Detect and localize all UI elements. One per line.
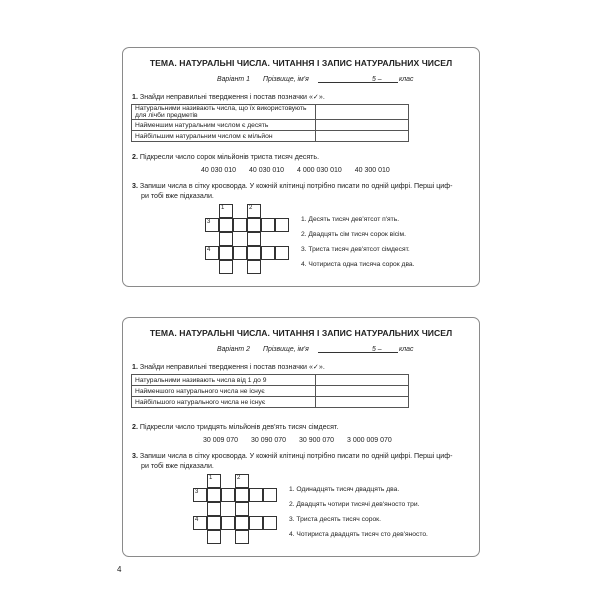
number-option[interactable]: 40 300 010 (354, 167, 390, 174)
task-number: 2. (132, 423, 138, 431)
crossword-cell[interactable] (263, 516, 277, 530)
crossword-cell[interactable] (207, 488, 221, 502)
crossword-cell[interactable] (235, 474, 249, 488)
statement-cell: Найменшого натурального числа не існує (132, 386, 316, 397)
crossword-cell[interactable] (219, 232, 233, 246)
number-option[interactable]: 3 000 009 070 (347, 437, 392, 444)
worksheet-variant-2 (122, 317, 480, 557)
crossword-cell[interactable] (207, 502, 221, 516)
statement-cell: Найменшим натуральним числом є десять (132, 120, 316, 131)
number-option[interactable]: 40 030 010 (249, 167, 285, 174)
clue: 4. Чотириста одна тисяча сорок два. (301, 261, 415, 268)
task-3-prompt-line2: ри тобі вже підказали. (141, 462, 214, 470)
statement-cell: Натуральними називають числа від 1 до 9 (132, 375, 316, 386)
crossword-cell[interactable] (263, 488, 277, 502)
clue: 2. Двадцять сім тисяч сорок вісім. (301, 231, 406, 238)
cell-number: 1 (209, 475, 213, 481)
class-input-line[interactable] (386, 346, 398, 353)
cell-number: 1 (221, 205, 225, 211)
crossword-cell[interactable] (233, 246, 247, 260)
checkmark-cell[interactable] (316, 105, 409, 120)
crossword-cell[interactable] (219, 246, 233, 260)
crossword-cell[interactable] (247, 204, 261, 218)
crossword-cell[interactable] (235, 502, 249, 516)
statement-cell: Натуральними називають числа, що їх використовують для лічби предметів (132, 105, 316, 120)
crossword-cell[interactable] (219, 260, 233, 274)
crossword-cell[interactable] (247, 246, 261, 260)
number-options (203, 437, 403, 444)
page-number: 4 (117, 565, 122, 574)
task-text: Знайди неправильні твердження і постав позначки «✓». (139, 363, 325, 371)
task-2-prompt (132, 423, 338, 431)
crossword-cell[interactable] (249, 488, 263, 502)
crossword-cell[interactable] (261, 218, 275, 232)
crossword-cell[interactable] (221, 516, 235, 530)
crossword-cell[interactable] (247, 260, 261, 274)
task-text: Запиши числа в сітку кросворда. У кожній клітинці потрібно писати по одній цифрі. Перші циф- (139, 182, 453, 190)
crossword-cell[interactable] (207, 530, 221, 544)
checkmark-cell[interactable] (316, 397, 409, 408)
table-row (132, 131, 409, 142)
crossword-cell[interactable] (235, 516, 249, 530)
crossword-cell[interactable] (221, 488, 235, 502)
checkmark-cell[interactable] (316, 375, 409, 386)
crossword-cell[interactable] (275, 246, 289, 260)
table-row (132, 105, 409, 120)
worksheet-title: ТЕМА. НАТУРАЛЬНІ ЧИСЛА. ЧИТАННЯ І ЗАПИС НАТУРАЛЬНИХ ЧИСЕЛ (149, 328, 453, 338)
clue: 4. Чотириста двадцять тисяч сто дев'яносто. (289, 531, 428, 538)
task-text: Підкресли число тридцять мільйонів дев'ять тисяч сімдесят. (139, 423, 339, 431)
crossword-cell[interactable] (193, 488, 207, 502)
statements-table (131, 374, 409, 408)
task-text: Запиши числа в сітку кросворда. У кожній клітинці потрібно писати по одній цифрі. Перші циф- (139, 452, 453, 460)
crossword-cell[interactable] (233, 218, 247, 232)
crossword-cell[interactable] (193, 516, 207, 530)
number-option[interactable]: 30 900 070 (299, 437, 335, 444)
crossword-cell[interactable] (205, 246, 219, 260)
crossword-cell[interactable] (235, 530, 249, 544)
class-label: клас (399, 346, 414, 353)
task-number: 3. (132, 182, 138, 190)
crossword-cell[interactable] (207, 516, 221, 530)
clue: 1. Одинадцять тисяч двадцять два. (289, 486, 400, 493)
cell-number: 2 (249, 205, 253, 211)
class-prefix: 5 – (372, 346, 382, 353)
clue: 3. Триста десять тисяч сорок. (289, 516, 381, 523)
checkmark-cell[interactable] (316, 120, 409, 131)
crossword-cell[interactable] (207, 474, 221, 488)
class-label: клас (399, 76, 414, 83)
task-number: 2. (132, 153, 138, 161)
checkmark-cell[interactable] (316, 386, 409, 397)
task-1-prompt (132, 92, 325, 101)
crossword-cell[interactable] (249, 516, 263, 530)
task-number: 1. (132, 93, 138, 101)
crossword-cell[interactable] (205, 218, 219, 232)
surname-label: Прізвище, ім'я (263, 346, 309, 353)
variant-label: Варіант 1 (217, 76, 250, 83)
statement-cell: Найбільшим натуральним числом є мільйон (132, 131, 316, 142)
clue: 1. Десять тисяч дев'ятсот п'ять. (301, 216, 400, 223)
number-option[interactable]: 40 030 010 (201, 167, 237, 174)
crossword-cell[interactable] (219, 218, 233, 232)
task-number: 3. (132, 452, 138, 460)
crossword-cell[interactable] (247, 218, 261, 232)
surname-label: Прізвище, ім'я (263, 76, 309, 83)
crossword-cell[interactable] (235, 488, 249, 502)
task-3-prompt (132, 452, 452, 460)
task-3-prompt-line2: ри тобі вже підказали. (141, 192, 214, 200)
number-options (201, 167, 401, 174)
cell-number: 4 (195, 517, 199, 523)
task-text: Підкресли число сорок мільйонів триста тисяч десять. (139, 153, 320, 161)
crossword-cell[interactable] (261, 246, 275, 260)
task-3-prompt (132, 182, 452, 190)
crossword-cell[interactable] (247, 232, 261, 246)
class-input-line[interactable] (386, 76, 398, 83)
cell-number: 3 (207, 219, 211, 225)
checkmark-cell[interactable] (316, 131, 409, 142)
task-number: 1. (132, 363, 138, 371)
worksheet-title: ТЕМА. НАТУРАЛЬНІ ЧИСЛА. ЧИТАННЯ І ЗАПИС НАТУРАЛЬНИХ ЧИСЕЛ (149, 58, 453, 68)
statement-cell: Найбільшого натурального числа не існує (132, 397, 316, 408)
worksheet-variant-1 (122, 47, 480, 287)
cell-number: 2 (237, 475, 241, 481)
table-row (132, 386, 409, 397)
cell-number: 4 (207, 247, 211, 253)
crossword-cell[interactable] (275, 218, 289, 232)
number-option[interactable]: 30 090 070 (251, 437, 287, 444)
clue: 2. Двадцять чотири тисячі дев'яносто три. (289, 501, 420, 508)
variant-label: Варіант 2 (217, 346, 250, 353)
task-1-prompt (132, 362, 325, 371)
table-row (132, 375, 409, 386)
number-option[interactable]: 4 000 030 010 (297, 167, 342, 174)
task-text: Знайди неправильні твердження і постав позначки «✓». (139, 93, 325, 101)
number-option[interactable]: 30 009 070 (203, 437, 239, 444)
table-row (132, 397, 409, 408)
statements-table (131, 104, 409, 142)
cell-number: 3 (195, 489, 199, 495)
class-prefix: 5 – (372, 76, 382, 83)
clue: 3. Триста тисяч дев'ятсот сімдесят. (301, 246, 410, 253)
task-2-prompt (132, 153, 319, 161)
crossword-cell[interactable] (219, 204, 233, 218)
table-row (132, 120, 409, 131)
